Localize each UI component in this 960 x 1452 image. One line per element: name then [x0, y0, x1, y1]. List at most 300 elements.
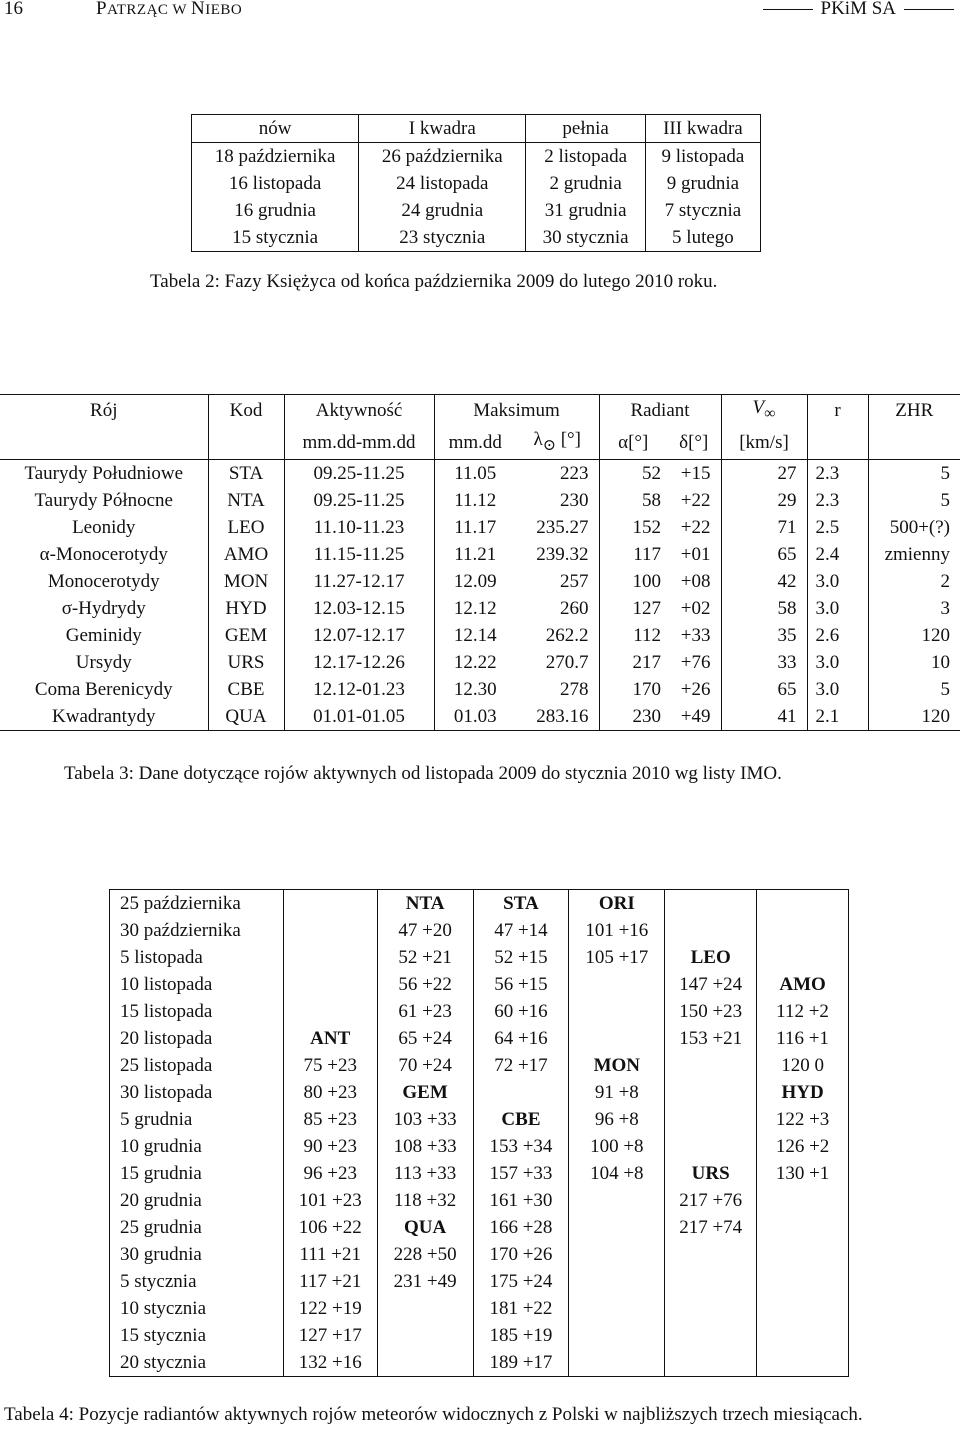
radiant-position-cell	[569, 1295, 665, 1322]
radiant-position-cell: 122 +3	[757, 1106, 849, 1133]
sun-subscript: ⊙	[542, 436, 556, 454]
table-row	[192, 170, 761, 197]
col-maksimum: Maksimum	[434, 395, 599, 427]
zhr: 10	[868, 649, 960, 676]
radiant-position-cell	[283, 890, 377, 918]
radiant-position-cell: 175 +24	[473, 1268, 569, 1295]
radiant-alpha: 217	[599, 649, 667, 676]
activity-range: 12.07-12.17	[284, 622, 434, 649]
col-max-date: mm.dd	[434, 427, 516, 459]
solar-longitude: 283.16	[536, 705, 589, 727]
radiant-position-cell	[665, 1295, 757, 1322]
shower-code-label: URS	[665, 1160, 757, 1187]
phase-date-cell: 24 listopada	[359, 170, 526, 197]
col-aktywnosc: Aktywność	[284, 395, 434, 427]
shower-code: URS	[208, 649, 284, 676]
max-date: 01.03	[434, 703, 516, 731]
shower-name: Coma Berenicydy	[34, 678, 173, 700]
solar-longitude: 257	[560, 570, 589, 592]
phase-date-cell: 23 stycznia	[359, 224, 526, 252]
radiant-position-cell: 116 +1	[757, 1025, 849, 1052]
max-date: 12.12	[434, 595, 516, 622]
radiant-position-cell: 185 +19	[473, 1322, 569, 1349]
col-lambda	[516, 427, 599, 459]
date-label: 30 grudnia	[120, 1244, 202, 1265]
radiant-position-cell: 157 +33	[473, 1160, 569, 1187]
radiant-position-cell: 120 0	[757, 1052, 849, 1079]
table-row	[0, 595, 960, 622]
shower-code: GEM	[208, 622, 284, 649]
phase-date-cell: 24 grudnia	[359, 197, 526, 224]
population-index: 3.0	[807, 568, 868, 595]
radiant-position-cell: 132 +16	[283, 1349, 377, 1377]
phase-date-cell: 16 grudnia	[234, 200, 316, 221]
shower-code-label: ANT	[283, 1025, 377, 1052]
radiant-position-cell: 91 +8	[569, 1079, 665, 1106]
v-symbol: V	[752, 397, 765, 418]
radiant-positions-table	[109, 889, 849, 1377]
radiant-position-cell	[377, 1322, 473, 1349]
shower-code: STA	[208, 459, 284, 487]
radiant-position-cell: 96 +23	[283, 1160, 377, 1187]
table3-header-row	[0, 395, 960, 427]
velocity: 35	[721, 622, 807, 649]
shower-name: Taurydy Południowe	[24, 462, 184, 484]
date-label: 30 października	[120, 920, 241, 941]
radiant-position-cell: 100 +8	[569, 1133, 665, 1160]
radiant-alpha: 117	[599, 541, 667, 568]
table-row	[110, 1160, 849, 1187]
population-index: 2.3	[807, 487, 868, 514]
shower-name: Kwadrantydy	[52, 705, 156, 727]
radiant-position-cell	[569, 998, 665, 1025]
radiant-position-cell: 217 +76	[665, 1187, 757, 1214]
activity-range: 12.12-01.23	[284, 676, 434, 703]
velocity: 27	[721, 459, 807, 487]
date-label: 10 listopada	[120, 974, 213, 995]
table-row	[0, 703, 960, 731]
radiant-position-cell: 47 +14	[473, 917, 569, 944]
activity-range: 11.15-11.25	[284, 541, 434, 568]
velocity: 42	[721, 568, 807, 595]
shower-name: α-Monocerotydy	[39, 543, 168, 565]
radiant-position-cell	[283, 998, 377, 1025]
shower-code: MON	[208, 568, 284, 595]
radiant-position-cell	[757, 917, 849, 944]
shower-code: NTA	[208, 487, 284, 514]
population-index: 2.1	[807, 703, 868, 731]
radiant-position-cell: 96 +8	[569, 1106, 665, 1133]
population-index: 2.5	[807, 514, 868, 541]
date-label: 30 listopada	[120, 1082, 213, 1103]
shower-code-label: LEO	[665, 944, 757, 971]
phase-date-cell: 2 grudnia	[526, 170, 645, 197]
shower-code: LEO	[208, 514, 284, 541]
max-date: 12.09	[434, 568, 516, 595]
radiant-delta: +76	[680, 651, 711, 673]
date-label: 20 listopada	[120, 1028, 213, 1049]
radiant-alpha: 152	[599, 514, 667, 541]
radiant-position-cell: 166 +28	[473, 1214, 569, 1241]
header-society: PKiM SA	[820, 0, 896, 19]
population-index: 2.3	[807, 459, 868, 487]
shower-code: AMO	[208, 541, 284, 568]
date-label: 5 grudnia	[120, 1109, 193, 1130]
zhr: 5	[868, 459, 960, 487]
radiant-alpha: 230	[599, 703, 667, 731]
radiant-position-cell: 153 +21	[665, 1025, 757, 1052]
radiant-position-cell: 118 +32	[377, 1187, 473, 1214]
running-header-right	[763, 0, 955, 20]
shower-code: CBE	[208, 676, 284, 703]
col-v	[721, 395, 807, 427]
zhr: 5	[868, 676, 960, 703]
radiant-position-cell	[377, 1349, 473, 1377]
radiant-alpha: 58	[599, 487, 667, 514]
velocity: 29	[721, 487, 807, 514]
radiant-position-cell: 105 +17	[569, 944, 665, 971]
title-small-caps: IEBO	[205, 2, 243, 18]
radiant-position-cell: 117 +21	[283, 1268, 377, 1295]
shower-code-label: GEM	[377, 1079, 473, 1106]
population-index: 2.6	[807, 622, 868, 649]
radiant-alpha: 170	[599, 676, 667, 703]
radiant-position-cell	[569, 1025, 665, 1052]
solar-longitude: 223	[560, 462, 589, 484]
phase-header: nów	[192, 115, 359, 143]
radiant-position-cell	[757, 890, 849, 918]
radiant-position-cell: 126 +2	[757, 1133, 849, 1160]
radiant-position-cell	[569, 1322, 665, 1349]
radiant-position-cell	[757, 944, 849, 971]
running-title	[96, 0, 242, 20]
max-date: 11.17	[434, 514, 516, 541]
max-date: 11.05	[434, 459, 516, 487]
phase-date-cell: 5 lutego	[645, 224, 760, 252]
radiant-position-cell	[283, 917, 377, 944]
table-row	[0, 459, 960, 487]
radiant-position-cell: 80 +23	[283, 1079, 377, 1106]
title-small-caps: ATRZĄC W	[107, 2, 192, 18]
radiant-position-cell	[665, 1349, 757, 1377]
radiant-position-cell: 181 +22	[473, 1295, 569, 1322]
phase-date-cell: 15 stycznia	[232, 227, 319, 248]
table-row	[192, 224, 761, 252]
radiant-position-cell: 104 +8	[569, 1160, 665, 1187]
date-label: 10 grudnia	[120, 1136, 202, 1157]
table-row	[110, 1241, 849, 1268]
velocity: 33	[721, 649, 807, 676]
table-row	[110, 890, 849, 918]
zhr: 120	[868, 622, 960, 649]
radiant-position-cell	[569, 1268, 665, 1295]
header-rule	[763, 9, 813, 10]
v-subscript: ∞	[764, 404, 776, 422]
radiant-position-cell	[665, 1079, 757, 1106]
activity-range: 09.25-11.25	[284, 459, 434, 487]
radiant-position-cell	[665, 1052, 757, 1079]
max-date: 11.21	[434, 541, 516, 568]
table-row	[0, 649, 960, 676]
col-roj: Rój	[90, 399, 118, 421]
phase-date-cell: 30 stycznia	[526, 224, 645, 252]
col-radiant: Radiant	[599, 395, 721, 427]
radiant-delta: +01	[680, 543, 711, 565]
radiant-position-cell	[665, 1133, 757, 1160]
phase-date-cell: 2 listopada	[526, 143, 645, 171]
table-row	[110, 917, 849, 944]
col-alpha: α[°]	[599, 427, 667, 459]
radiant-position-cell: 61 +23	[377, 998, 473, 1025]
radiant-alpha: 52	[599, 459, 667, 487]
radiant-position-cell	[757, 1268, 849, 1295]
title-cap: N	[191, 0, 206, 19]
radiant-delta: +02	[680, 597, 711, 619]
radiant-position-cell: 85 +23	[283, 1106, 377, 1133]
radiant-position-cell	[665, 1268, 757, 1295]
solar-longitude: 260	[560, 597, 589, 619]
solar-longitude: 230	[560, 489, 589, 511]
radiant-position-cell: 65 +24	[377, 1025, 473, 1052]
shower-code-label: QUA	[377, 1214, 473, 1241]
activity-range: 11.27-12.17	[284, 568, 434, 595]
radiant-position-cell: 147 +24	[665, 971, 757, 998]
radiant-position-cell: 111 +21	[283, 1241, 377, 1268]
table-row	[110, 1133, 849, 1160]
radiant-position-cell: 52 +21	[377, 944, 473, 971]
table-row	[110, 1187, 849, 1214]
date-label: 25 października	[120, 893, 241, 914]
radiant-position-cell: 64 +16	[473, 1025, 569, 1052]
activity-range: 12.03-12.15	[284, 595, 434, 622]
radiant-position-cell: 72 +17	[473, 1052, 569, 1079]
table-row	[0, 622, 960, 649]
radiant-delta: +22	[680, 489, 711, 511]
radiant-delta: +22	[680, 516, 711, 538]
velocity: 71	[721, 514, 807, 541]
radiant-position-cell	[283, 944, 377, 971]
phase-date-cell: 9 grudnia	[645, 170, 760, 197]
shower-code-label: AMO	[757, 971, 849, 998]
shower-name: Taurydy Północne	[34, 489, 173, 511]
population-index: 3.0	[807, 595, 868, 622]
activity-range: 12.17-12.26	[284, 649, 434, 676]
radiant-position-cell: 90 +23	[283, 1133, 377, 1160]
shower-code-label: MON	[569, 1052, 665, 1079]
table-row	[110, 1052, 849, 1079]
radiant-position-cell: 56 +15	[473, 971, 569, 998]
table-row	[110, 944, 849, 971]
phase-header: III kwadra	[645, 115, 760, 143]
radiant-position-cell	[569, 1187, 665, 1214]
radiant-delta: +26	[680, 678, 711, 700]
radiant-position-cell: 153 +34	[473, 1133, 569, 1160]
date-label: 10 stycznia	[120, 1298, 207, 1319]
radiant-position-cell	[569, 1214, 665, 1241]
phase-date-cell: 26 października	[359, 143, 526, 171]
max-date: 12.30	[434, 676, 516, 703]
col-zhr: ZHR	[868, 395, 960, 427]
radiant-position-cell: 103 +33	[377, 1106, 473, 1133]
max-date: 12.14	[434, 622, 516, 649]
shower-code-label: HYD	[757, 1079, 849, 1106]
shower-name: σ-Hydrydy	[61, 597, 146, 619]
radiant-alpha: 100	[599, 568, 667, 595]
table-row	[110, 1268, 849, 1295]
radiant-position-cell	[569, 1349, 665, 1377]
shower-code-label: ORI	[569, 890, 665, 918]
radiant-position-cell: 113 +33	[377, 1160, 473, 1187]
radiant-position-cell: 127 +17	[283, 1322, 377, 1349]
zhr: 5	[868, 487, 960, 514]
shower-code: HYD	[208, 595, 284, 622]
radiant-position-cell	[283, 971, 377, 998]
lambda-symbol: λ	[533, 428, 543, 450]
velocity: 65	[721, 541, 807, 568]
phase-header: pełnia	[526, 115, 645, 143]
col-delta: δ[°]	[667, 427, 721, 459]
radiant-position-cell: 122 +19	[283, 1295, 377, 1322]
activity-range: 11.10-11.23	[284, 514, 434, 541]
col-v-unit: [km/s]	[721, 427, 807, 459]
solar-longitude: 262.2	[545, 624, 589, 646]
lambda-unit: [°]	[555, 428, 581, 450]
table-row	[110, 998, 849, 1025]
col-kod: Kod	[208, 395, 284, 427]
zhr: 120	[868, 703, 960, 731]
zhr: 500+(?)	[868, 514, 960, 541]
table-row	[0, 568, 960, 595]
shower-code-label: NTA	[377, 890, 473, 918]
population-index: 2.4	[807, 541, 868, 568]
table3-caption: Tabela 3: Dane dotyczące rojów aktywnych od listopada 2009 do stycznia 2010 wg listy IMO.	[64, 763, 782, 784]
phase-date-cell: 18 października	[214, 146, 336, 167]
radiant-position-cell: 130 +1	[757, 1160, 849, 1187]
table-row	[110, 971, 849, 998]
shower-name: Leonidy	[72, 516, 136, 538]
radiant-position-cell: 60 +16	[473, 998, 569, 1025]
shower-code-label: STA	[473, 890, 569, 918]
table-row	[192, 197, 761, 224]
radiant-position-cell: 70 +24	[377, 1052, 473, 1079]
solar-longitude: 235.27	[536, 516, 589, 538]
radiant-delta: +08	[680, 570, 711, 592]
table2-caption: Tabela 2: Fazy Księżyca od końca października 2009 do lutego 2010 roku.	[150, 271, 718, 292]
shower-code: QUA	[208, 703, 284, 731]
radiant-delta: +49	[680, 705, 711, 727]
radiant-position-cell: 161 +30	[473, 1187, 569, 1214]
radiant-position-cell: 75 +23	[283, 1052, 377, 1079]
zhr: 2	[868, 568, 960, 595]
velocity: 65	[721, 676, 807, 703]
zhr: 3	[868, 595, 960, 622]
population-index: 3.0	[807, 649, 868, 676]
col-aktywnosc-format: mm.dd-mm.dd	[284, 427, 434, 459]
date-label: 25 grudnia	[120, 1217, 202, 1238]
header-rule	[904, 9, 954, 10]
activity-range: 01.01-01.05	[284, 703, 434, 731]
meteor-showers-table	[0, 394, 960, 731]
velocity: 41	[721, 703, 807, 731]
radiant-position-cell	[757, 1322, 849, 1349]
radiant-position-cell	[665, 1322, 757, 1349]
radiant-position-cell: 231 +49	[377, 1268, 473, 1295]
phase-header: I kwadra	[359, 115, 526, 143]
date-label: 5 listopada	[120, 947, 203, 968]
phase-date-cell: 31 grudnia	[526, 197, 645, 224]
radiant-alpha: 127	[599, 595, 667, 622]
table2-header-row	[192, 115, 761, 143]
phase-date-cell: 16 listopada	[228, 173, 322, 194]
radiant-alpha: 112	[599, 622, 667, 649]
date-label: 5 stycznia	[120, 1271, 197, 1292]
date-label: 15 listopada	[120, 1001, 213, 1022]
radiant-position-cell: 106 +22	[283, 1214, 377, 1241]
table-row	[0, 676, 960, 703]
date-label: 20 grudnia	[120, 1190, 202, 1211]
date-label: 25 listopada	[120, 1055, 213, 1076]
radiant-position-cell	[757, 1214, 849, 1241]
radiant-position-cell: 47 +20	[377, 917, 473, 944]
date-label: 20 stycznia	[120, 1352, 207, 1373]
solar-longitude: 278	[560, 678, 589, 700]
radiant-position-cell	[665, 1241, 757, 1268]
date-label: 15 stycznia	[120, 1325, 207, 1346]
table-row	[0, 487, 960, 514]
radiant-position-cell: 52 +15	[473, 944, 569, 971]
moon-phases-table	[191, 114, 761, 252]
activity-range: 09.25-11.25	[284, 487, 434, 514]
radiant-position-cell: 108 +33	[377, 1133, 473, 1160]
table-row	[0, 514, 960, 541]
title-cap: P	[96, 0, 108, 19]
shower-name: Ursydy	[75, 651, 132, 673]
radiant-position-cell	[757, 1295, 849, 1322]
radiant-position-cell	[665, 890, 757, 918]
radiant-position-cell	[757, 1187, 849, 1214]
zhr: zmienny	[868, 541, 960, 568]
shower-name: Geminidy	[65, 624, 142, 646]
radiant-position-cell: 189 +17	[473, 1349, 569, 1377]
radiant-position-cell: 170 +26	[473, 1241, 569, 1268]
table-row	[110, 1106, 849, 1133]
radiant-position-cell	[473, 1079, 569, 1106]
table-row	[110, 1295, 849, 1322]
radiant-position-cell	[665, 1106, 757, 1133]
radiant-position-cell: 101 +23	[283, 1187, 377, 1214]
table-row	[110, 1349, 849, 1377]
solar-longitude: 239.32	[536, 543, 589, 565]
table4-caption: Tabela 4: Pozycje radiantów aktywnych rojów meteorów widocznych z Polski w najbliższych trzech miesiącach.	[4, 1404, 863, 1425]
shower-code-label: CBE	[473, 1106, 569, 1133]
radiant-position-cell: 112 +2	[757, 998, 849, 1025]
table-row	[192, 143, 761, 171]
radiant-position-cell	[569, 971, 665, 998]
table-row	[110, 1025, 849, 1052]
radiant-position-cell	[377, 1295, 473, 1322]
radiant-position-cell	[757, 1349, 849, 1377]
velocity: 58	[721, 595, 807, 622]
radiant-position-cell: 101 +16	[569, 917, 665, 944]
table-row	[110, 1322, 849, 1349]
page-number: 16	[4, 0, 23, 19]
max-date: 11.12	[434, 487, 516, 514]
radiant-position-cell: 150 +23	[665, 998, 757, 1025]
solar-longitude: 270.7	[545, 651, 589, 673]
population-index: 3.0	[807, 676, 868, 703]
date-label: 15 grudnia	[120, 1163, 202, 1184]
col-r: r	[807, 395, 868, 427]
